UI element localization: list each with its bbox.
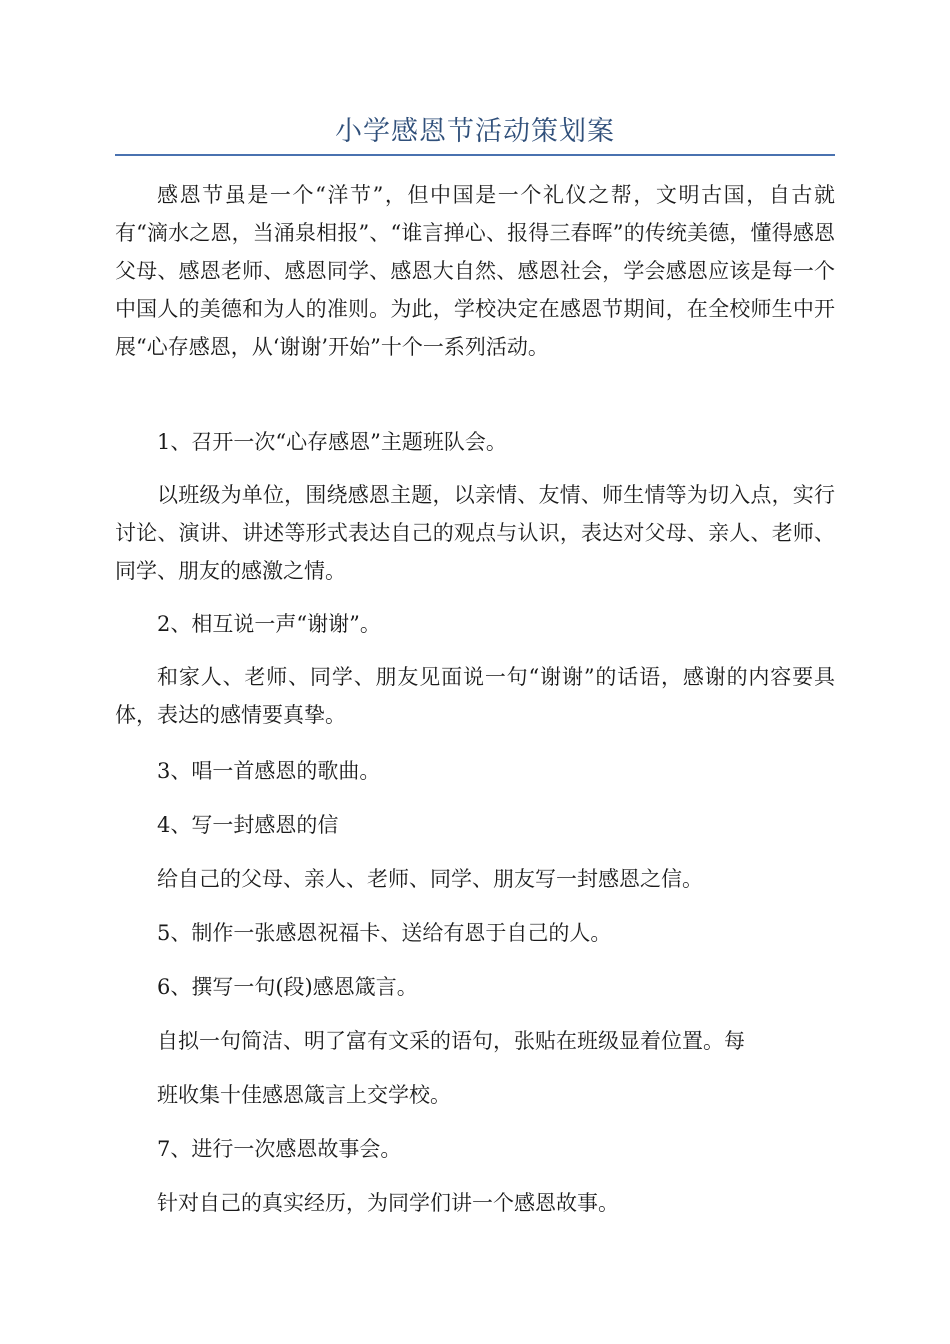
activity-2-description: 和家人、老师、同学、朋友见面说一句“谢谢”的话语，感谢的内容要具体，表达的感情要真挚。 xyxy=(115,665,835,727)
activity-7-heading: 7、进行一次感恩故事会。 xyxy=(157,1137,402,1161)
activity-4-heading: 4、写一封感恩的信 xyxy=(157,813,339,837)
activity-6-description-line1: 自拟一句简洁、明了富有文采的语句，张贴在班级显着位置。每 xyxy=(157,1029,745,1053)
activity-4-description: 给自己的父母、亲人、老师、同学、朋友写一封感恩之信。 xyxy=(157,867,703,891)
activity-3-heading: 3、唱一首感恩的歌曲。 xyxy=(157,759,381,783)
activity-5-heading: 5、制作一张感恩祝福卡、送给有恩于自己的人。 xyxy=(157,921,612,945)
activity-1-heading: 1、召开一次“心存感恩”主题班队会。 xyxy=(157,430,507,454)
title-underline xyxy=(115,154,835,156)
activity-7-description: 针对自己的真实经历，为同学们讲一个感恩故事。 xyxy=(157,1191,619,1215)
activity-6-heading: 6、撰写一句(段)感恩箴言。 xyxy=(157,975,418,999)
intro-paragraph: 感恩节虽是一个“洋节”，但中国是一个礼仪之帮，文明古国，自古就有“滴水之恩，当涌泉相报”、“谁言掸心、报得三春晖”的传统美德，懂得感恩父母、感恩老师、感恩同学、感恩大自然、感恩社会，学会感恩应该是每一个中国人的美德和为人的准则。为此，学校决定在感恩节期间，在全校师生中开展“心存感恩，从‘谢谢’开始”十个一系列活动。 xyxy=(115,183,835,359)
document-title: 小学感恩节活动策划案 xyxy=(335,116,615,147)
activity-2-heading: 2、相互说一声“谢谢”。 xyxy=(157,612,381,636)
activity-6-description-line2: 班收集十佳感恩箴言上交学校。 xyxy=(157,1083,451,1107)
activity-1-description: 以班级为单位，围绕感恩主题，以亲情、友情、师生情等为切入点，实行讨论、演讲、讲述等形式表达自己的观点与认识，表达对父母、亲人、老师、同学、朋友的感激之情。 xyxy=(115,483,835,583)
